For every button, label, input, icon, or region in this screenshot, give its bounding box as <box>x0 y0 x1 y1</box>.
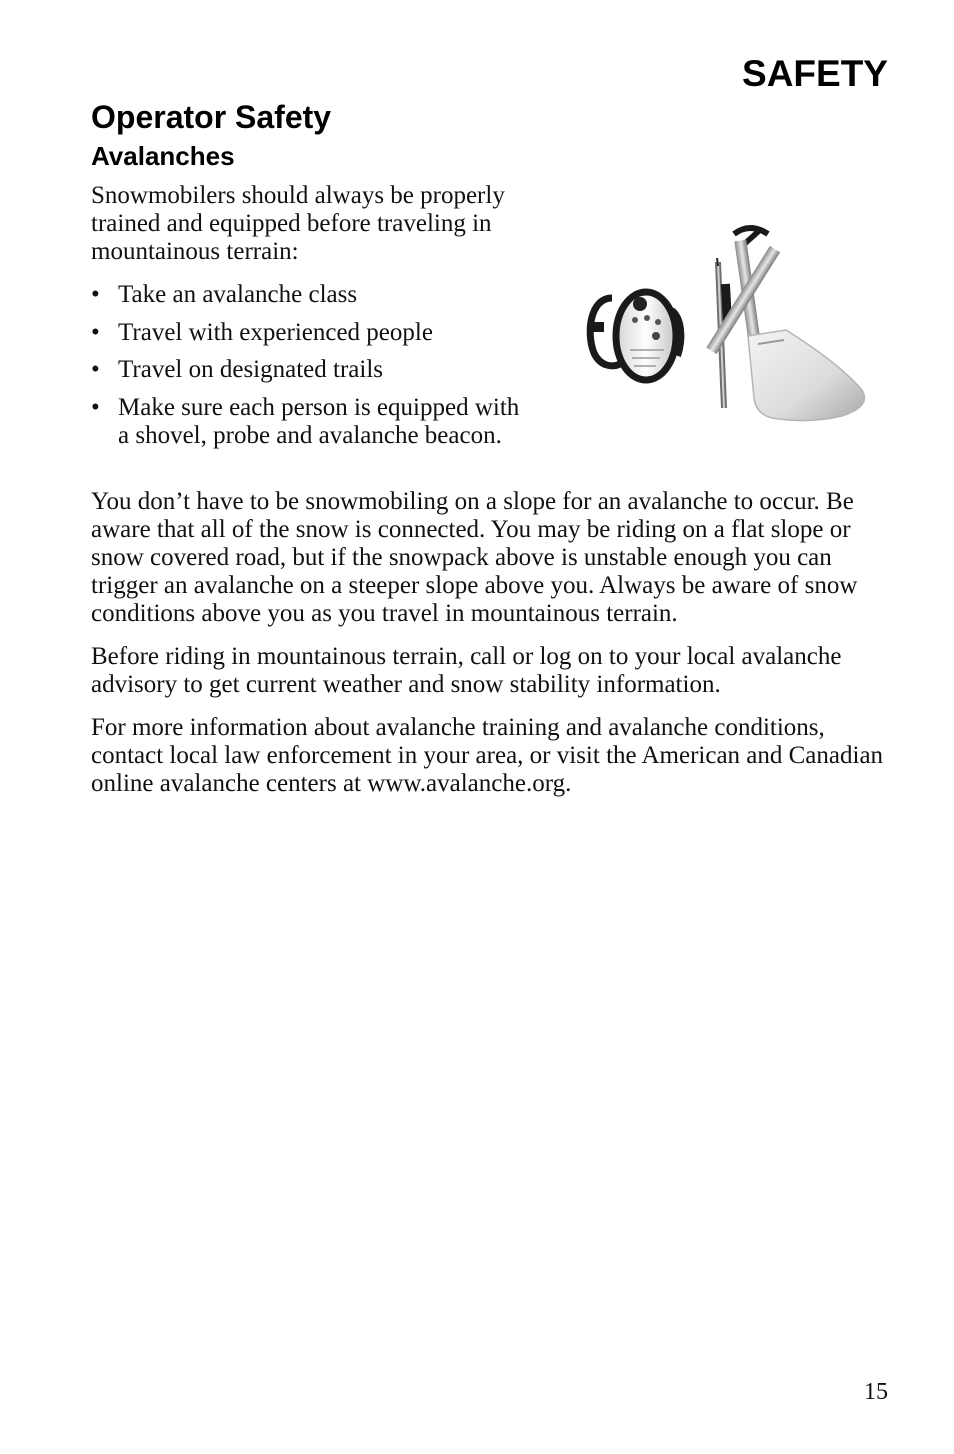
equipment-list <box>91 281 531 459</box>
list-item-text: Make sure each person is equipped with a shovel, probe and avalanche beacon. <box>118 393 520 449</box>
list-item <box>91 356 531 384</box>
intro-paragraph: Snowmobilers should always be properly trained and equipped before traveling in mountainous terrain: <box>91 182 505 265</box>
page-heading: Operator Safety <box>91 99 332 135</box>
paragraph: Before riding in mountainous terrain, call or log on to your local avalanche advisory to get current weather and snow stability information. <box>91 643 842 698</box>
paragraph: You don’t have to be snowmobiling on a slope for an avalanche to occur. Be aware that all of the snow is connected. You may be riding on a flat slope or snow covered road, but if the snowpack above is unstable enough you can trigger an avalanche on a steeper slope above you. Always be aware of snow conditions above you as you travel in mountainous terrain. <box>91 488 858 627</box>
avalanche-shovel-icon <box>706 228 864 421</box>
bullet-icon: • <box>91 356 100 383</box>
list-item-text: Travel with experienced people <box>118 318 433 346</box>
bullet-icon: • <box>91 393 100 421</box>
sub-heading: Avalanches <box>91 141 235 171</box>
body-text <box>91 488 891 813</box>
avalanche-gear-illustration <box>572 218 884 433</box>
section-header: SAFETY <box>742 53 888 94</box>
page-number: 15 <box>864 1379 888 1405</box>
list-item-text: Travel on designated trails <box>118 356 384 383</box>
avalanche-beacon-icon <box>590 292 681 380</box>
list-item <box>91 281 531 309</box>
bullet-icon: • <box>91 281 100 308</box>
list-item-text: Take an avalanche class <box>118 281 358 308</box>
list-item <box>91 394 531 450</box>
paragraph: For more information about avalanche training and avalanche conditions, contact local law enforcement in your area, or visit the American and Canadian online avalanche centers at www.avalanche.org. <box>91 714 884 797</box>
bullet-icon: • <box>91 318 100 346</box>
list-item <box>91 319 531 347</box>
